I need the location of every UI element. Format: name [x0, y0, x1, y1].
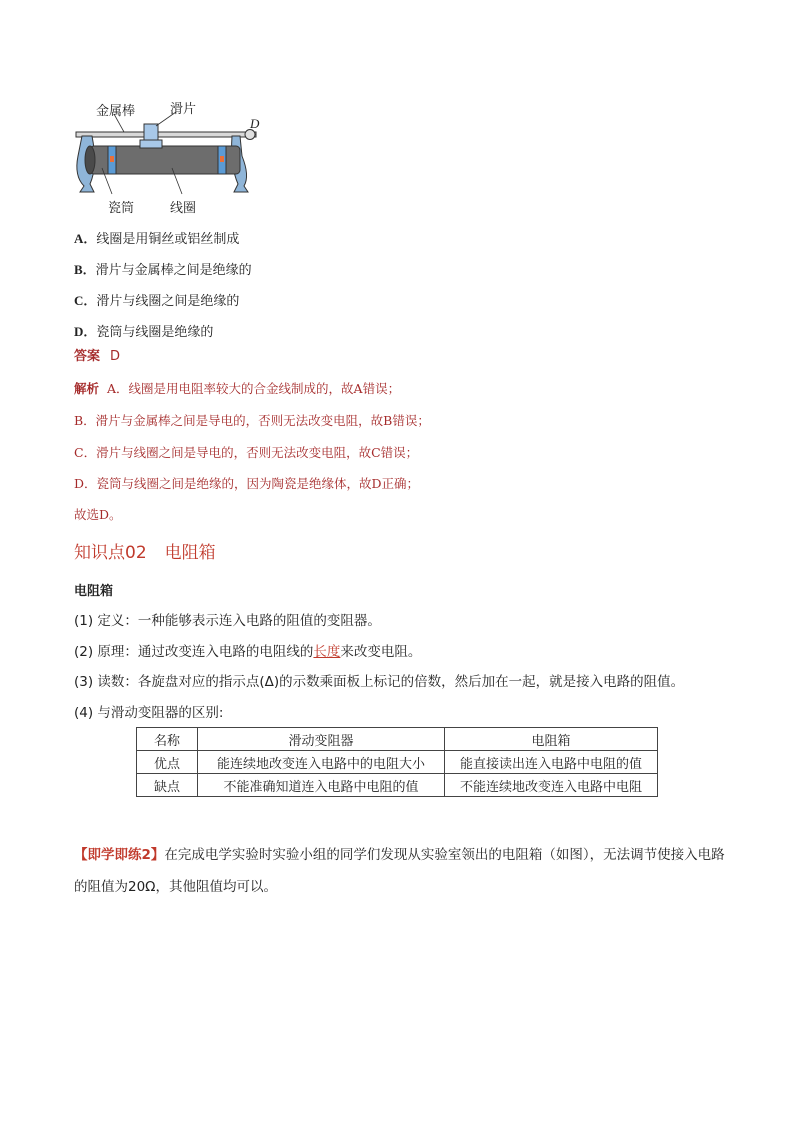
table-cell: 能直接读出连入电路中电阻的值 — [445, 751, 658, 774]
explanation-line-3: C．滑片与线圈之间是导电的，否则无法改变电阻，故C错误； — [74, 445, 419, 460]
explanation-line-4: D．瓷筒与线圈之间是绝缘的，因为陶瓷是绝缘体，故D正确； — [74, 476, 420, 491]
table-row — [137, 751, 658, 774]
label-metal-rod: 金属棒 — [96, 104, 136, 119]
metal-rod-shape — [76, 132, 256, 137]
section-heading — [74, 538, 216, 563]
table-header-row — [137, 728, 658, 751]
table-header-cell: 电阻箱 — [445, 728, 658, 751]
table-cell: 不能准确知道连入电路中电阻的值 — [198, 774, 445, 797]
practice-text: 在完成电学实验时实验小组的同学们发现从实验室领出的电阻箱（如图），无法调节使接入电路的阻值为20Ω，其他阻值均可以。 — [74, 847, 725, 895]
label-slider: 滑片 — [170, 102, 197, 117]
rheostat-figure — [72, 96, 267, 218]
explanation-line-2: B．滑片与金属棒之间是导电的，否则无法改变电阻，故B错误； — [74, 413, 430, 428]
practice-tag: 【即学即练2】 — [74, 847, 165, 863]
table-cell: 不能连续地改变连入电路中电阻 — [445, 774, 658, 797]
item-principle: (2) 原理：通过改变连入电路的电阻线的长度来改变电阻。 — [74, 644, 422, 660]
table-cell: 缺点 — [137, 774, 198, 797]
label-coil: 线圈 — [170, 201, 197, 216]
section-number: 知识点02 — [74, 543, 147, 563]
item-definition: (1) 定义：一种能够表示连入电路的阻值的变阻器。 — [74, 613, 381, 629]
table-cell: 优点 — [137, 751, 198, 774]
answer-label: 答案 — [74, 349, 101, 364]
item-difference: (4) 与滑动变阻器的区别: — [74, 705, 224, 721]
table-header-cell: 名称 — [137, 728, 198, 751]
practice-problem — [74, 839, 734, 903]
slider-clip — [140, 140, 162, 148]
option-a: A．线圈是用铜丝或铝丝制成 — [74, 231, 240, 247]
table-row — [137, 774, 658, 797]
explanation-line-5: 故选D。 — [74, 507, 122, 522]
label-ceramic-tube: 瓷筒 — [108, 201, 135, 216]
item-reading: (3) 读数：各旋盘对应的指示点(Δ)的示数乘面板上标记的倍数，然后加在一起，就是接入电路的阻值。 — [74, 674, 685, 690]
option-c: C．滑片与线圈之间是绝缘的 — [74, 293, 240, 309]
answer-value: D — [110, 349, 121, 364]
subheading: 电阻箱 — [74, 584, 114, 599]
label-terminal-d: D — [250, 116, 260, 131]
terminal-left — [110, 156, 114, 162]
comparison-table — [136, 727, 658, 797]
answer-line — [74, 345, 120, 364]
table-cell: 能连续地改变连入电路中的电阻大小 — [198, 751, 445, 774]
option-d: D．瓷筒与线圈是绝缘的 — [74, 324, 214, 340]
option-b: B．滑片与金属棒之间是绝缘的 — [74, 262, 252, 278]
principle-keyword: 长度 — [313, 644, 341, 660]
terminal-right — [220, 156, 224, 162]
explanation-line-1: 解析 A．线圈是用电阻率较大的合金线制成的，故A错误； — [74, 381, 401, 396]
table-header-cell: 滑动变阻器 — [198, 728, 445, 751]
tube-end — [85, 146, 95, 174]
section-title: 电阻箱 — [164, 543, 216, 563]
